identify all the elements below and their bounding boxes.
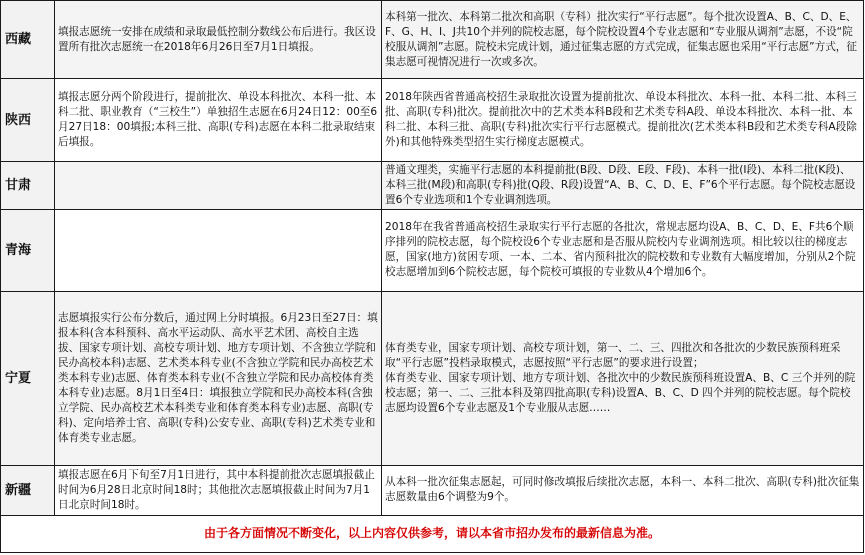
footer-row: [1, 515, 864, 552]
table-row: [1, 1, 864, 79]
schedule-cell: [55, 162, 382, 210]
province-cell: 宁夏: [1, 291, 55, 465]
province-cell: 甘肃: [1, 162, 55, 210]
province-cell: 新疆: [1, 465, 55, 515]
mode-cell: 2018年陕西省普通高校招生录取批次设置为提前批次、单设本科批次、本科一批、本科二批、本科三批、高职(专科)批次。提前批次中的艺术类本科B段和艺术类专科A段、单设本科批次、本科一批、本科二批、本科三批、高职(专科)批次实行平行志愿模式。提前批次(艺术类本科B段和艺术类专科A段除外)和其他特殊类型招生实行梯度志愿模式。: [382, 79, 864, 162]
table-row: [1, 79, 864, 162]
province-cell: 陕西: [1, 79, 55, 162]
schedule-cell: 填报志愿分两个阶段进行，提前批次、单设本科批次、本科一批、本科二批、职业教育（“三校生”）单独招生志愿在6月24日12：00至6月27日18：00填报;本科三批、高职(专科)志愿在本科二批录取结束后填报。: [55, 79, 382, 162]
schedule-cell: [55, 210, 382, 291]
table-row: [1, 291, 864, 465]
province-cell: 青海: [1, 210, 55, 291]
table-row: [1, 210, 864, 291]
table-row: [1, 465, 864, 515]
table-row: [1, 162, 864, 210]
schedule-cell: 填报志愿在6月下旬至7月1日进行，其中本科提前批次志愿填报截止时间为6月28日北京时间18时；其他批次志愿填报截止时间为7月1日北京时间18时。: [55, 465, 382, 515]
mode-cell: 普通文理类，实施平行志愿的本科提前批(B段、D段、E段、F段)、本科一批(I段)、本科二批(K段)、本科三批(M段)和高职(专科)批(Q段、R段)设置“A、B、C、D、E、F”6个平行志愿。每个院校志愿设置6个专业选项和1个专业调剂选项。: [382, 162, 864, 210]
mode-cell: 2018年在我省普通高校招生录取实行平行志愿的各批次，常规志愿均设A、B、C、D、E、F共6个顺序排列的院校志愿，每个院校设6个专业志愿和是否服从院校内专业调剂选项。相比较以往的梯度志愿，国家(地方)贫困专项、一本、二本、省内预科批次的院校数和专业数有大幅度增加，分别从2个院校志愿增加到6个院校志愿，每个院校可填报的专业数从4个增加6个。: [382, 210, 864, 291]
footer-note: 由于各方面情况不断变化，以上内容仅供参考，请以本省市招办发布的最新信息为准。: [1, 515, 864, 552]
province-cell: 西藏: [1, 1, 55, 79]
schedule-cell: 填报志愿统一安排在成绩和录取最低控制分数线公布后进行。我区设置所有批次志愿统一在2018年6月26日至7月1日填报。: [55, 1, 382, 79]
mode-cell: 本科第一批次、本科第二批次和高职（专科）批次实行“平行志愿”。每个批次设置A、B、C、D、E、F、G、H、I、J共10个并列的院校志愿，每个院校设置4个专业志愿和“专业服从调剂”志愿，不设“院校服从调剂”志愿。院校未完成计划，通过征集志愿的方式完成，征集志愿也采用“平行志愿”方式，征集志愿可视情况进行一次或多次。: [382, 1, 864, 79]
mode-cell: 体育类专业，国家专项计划、高校专项计划，第一、二、三、四批次和各批次的少数民族预科班采取“平行志愿”投档录取模式，志愿按照“平行志愿”的要求进行设置； 体育类专业、国家专项计划、地方专项计划、各批次中的少数民族预科班设置A、B、C 三个并列的院校志愿；第一、二、三批本科及第四批高职(专科)设置A、B、C、D 四个并列的院校志愿。每个院校志愿均设置6个专业志愿及1个专业服从志愿……: [382, 291, 864, 465]
schedule-cell: 志愿填报实行公布分数后，通过网上分时填报。6月23日至27日：填报本科(含本科预科、高水平运动队、高水平艺术团、高校自主选拔、国家专项计划、高校专项计划、地方专项计划、不含独立学院和民办高校本科)志愿、艺术类本科专业(不含独立学院和民办高校艺术类本科专业)志愿、体育类本科专业(不含独立学院和民办高校体育类本科专业)志愿。8月1日至4日：填报独立学院和民办高校本科(含独立学院、民办高校艺术本科类专业和体育类本科专业)志愿、高职(专科)、定向培养士官、高职(专科)公安专业、高职(专科)艺术类专业和体育类专业志愿。: [55, 291, 382, 465]
mode-cell: 从本科一批次征集志愿起，可同时修改填报后续批次志愿，本科一、本科二批次、高职(专科)批次征集志愿数量由6个调整为9个。: [382, 465, 864, 515]
